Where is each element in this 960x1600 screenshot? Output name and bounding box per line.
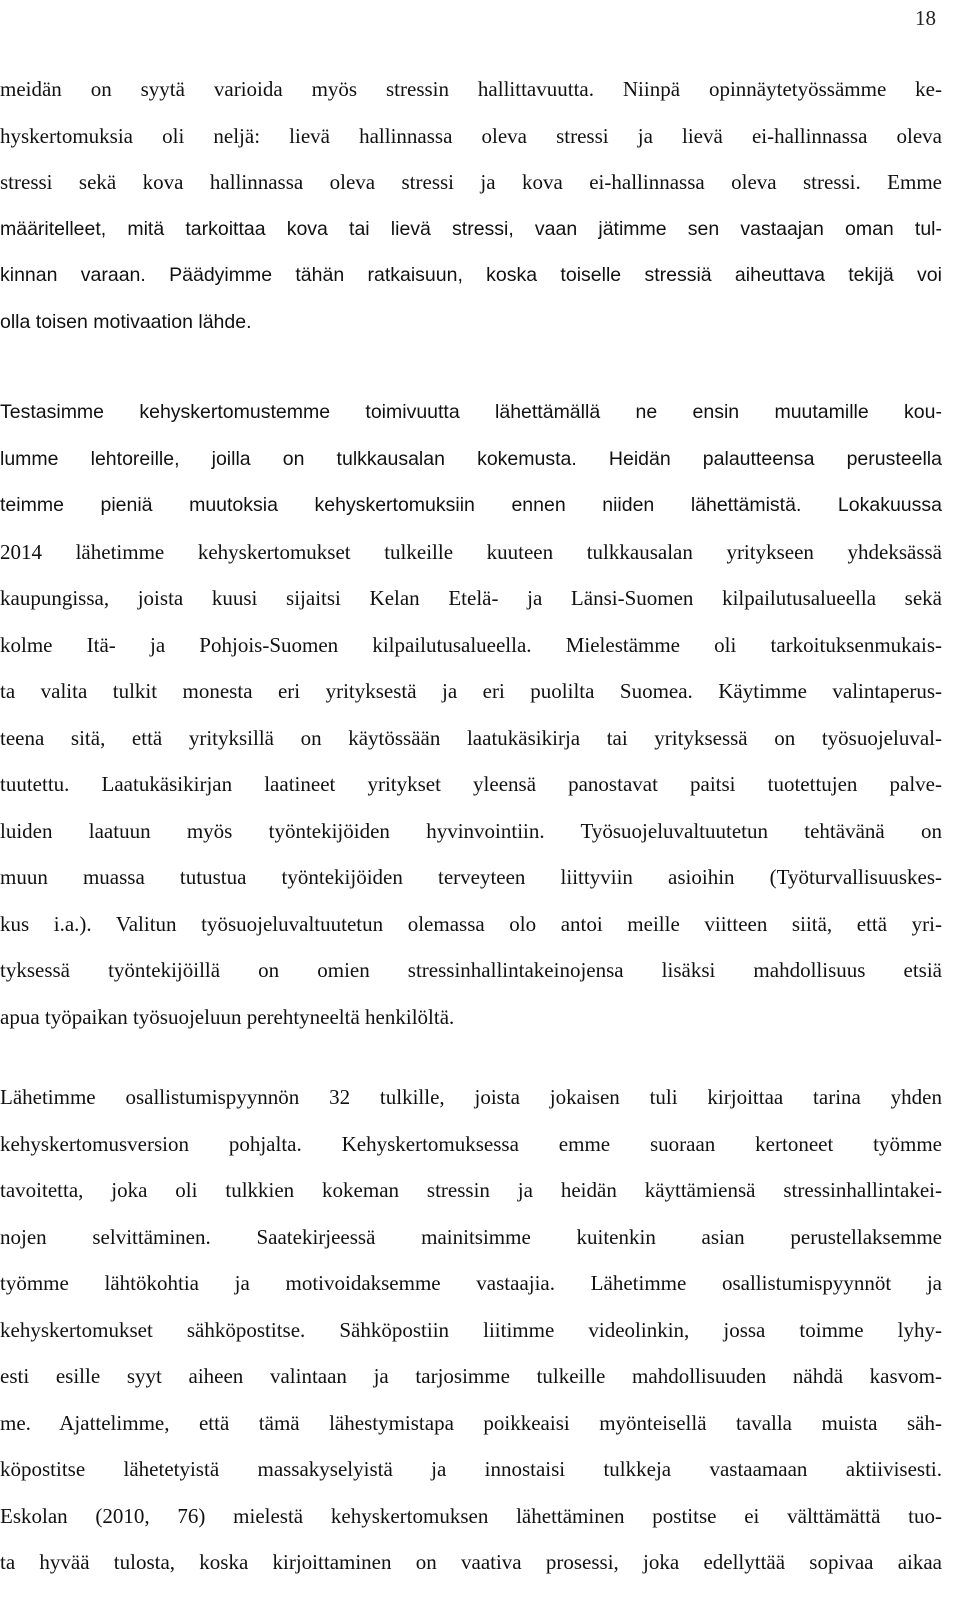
paragraph-line: kus i.a.). Valitun työsuojeluvaltuutetun olemassa olo antoi meille viitteen siitä, että yri- <box>0 911 942 936</box>
paragraph-line: Testasimme kehyskertomustemme toimivuutta lähettämällä ne ensin muutamille kou- <box>0 401 942 423</box>
paragraph-line: luiden laatuun myös työntekijöiden hyvinvointiin. Työsuojeluvaltuutetun tehtävänä on <box>0 818 942 843</box>
paragraph-line: olla toisen motivaation lähde. <box>0 310 252 333</box>
paragraph-line: 2014 lähetimme kehyskertomukset tulkeille kuuteen tulkkausalan yritykseen yhdeksässä <box>0 539 942 564</box>
paragraph-line: tavoitetta, joka oli tulkkien kokeman stressin ja heidän käyttämiensä stressinhallintakei- <box>0 1178 942 1202</box>
paragraph-line: teimme pieniä muutoksia kehyskertomuksiin ennen niiden lähettämistä. Lokakuussa <box>0 494 942 516</box>
paragraph-line: hyskertomuksia oli neljä: lievä hallinnassa oleva stressi ja lievä ei-hallinnassa oleva <box>0 123 942 148</box>
paragraph-line: työmme lähtökohtia ja motivoidaksemme vastaajia. Lähetimme osallistumispyynnöt ja <box>0 1271 942 1295</box>
page-number: 18 <box>915 6 936 30</box>
paragraph-line: kolme Itä- ja Pohjois-Suomen kilpailutusalueella. Mielestämme oli tarkoituksenmukais- <box>0 632 942 657</box>
paragraph-line: tyksessä työntekijöillä on omien stressinhallintakeinojensa lisäksi mahdollisuus etsiä <box>0 958 942 982</box>
paragraph-line: ta hyvää tulosta, koska kirjoittaminen on vaativa prosessi, joka edellyttää sopivaa aikaa <box>0 1550 942 1574</box>
paragraph-line: Eskolan (2010, 76) mielestä kehyskertomuksen lähettäminen postitse ei välttämättä tuo- <box>0 1503 942 1528</box>
paragraph-line: meidän on syytä varioida myös stressin hallittavuutta. Niinpä opinnäytetyössämme ke- <box>0 77 942 101</box>
paragraph-line: me. Ajattelimme, että tämä lähestymistapa poikkeaisi myönteisellä tavalla muista säh- <box>0 1410 942 1435</box>
paragraph-1 <box>0 66 942 345</box>
paragraph-line: nojen selvittäminen. Saatekirjeessä mainitsimme kuitenkin asian perustellaksemme <box>0 1224 942 1249</box>
paragraph-2 <box>0 389 942 1040</box>
paragraph-line: apua työpaikan työsuojeluun perehtyneeltä henkilöltä. <box>0 1004 455 1029</box>
paragraph-line: teena sitä, että yrityksillä on käytössään laatukäsikirja tai yrityksessä on työsuojeluval- <box>0 725 942 750</box>
paragraph-line: kehyskertomusversion pohjalta. Kehyskertomuksessa emme suoraan kertoneet työmme <box>0 1131 942 1156</box>
paragraph-line: ta valita tulkit monesta eri yrityksestä ja eri puolilta Suomea. Käytimme valintaperus- <box>0 679 942 703</box>
paragraph-line: lumme lehtoreille, joilla on tulkkausalan kokemusta. Heidän palautteensa perusteella <box>0 447 942 470</box>
paragraph-3 <box>0 1074 942 1586</box>
paragraph-line: määritelleet, mitä tarkoittaa kova tai lievä stressi, vaan jätimme sen vastaajan oman tul- <box>0 217 942 240</box>
paragraph-line: kinnan varaan. Päädyimme tähän ratkaisuun, koska toiselle stressiä aiheuttava tekijä voi <box>0 264 942 286</box>
paragraph-line: stressi sekä kova hallinnassa oleva stressi ja kova ei-hallinnassa oleva stressi. Emme <box>0 170 942 194</box>
paragraph-line: Lähetimme osallistumispyynnön 32 tulkille, joista jokaisen tuli kirjoittaa tarina yhden <box>0 1085 942 1109</box>
paragraph-line: esti esille syyt aiheen valintaan ja tarjosimme tulkeille mahdollisuuden nähdä kasvom- <box>0 1364 942 1388</box>
paragraph-line: muun muassa tutustua työntekijöiden terveyteen liittyviin asioihin (Työturvallisuuskes- <box>0 865 942 889</box>
paragraph-line: köpostitse lähetetyistä massakyselyistä ja innostaisi tulkkeja vastaamaan aktiivisesti. <box>0 1457 942 1481</box>
paragraph-line: kaupungissa, joista kuusi sijaitsi Kelan Etelä- ja Länsi-Suomen kilpailutusalueella sekä <box>0 586 942 610</box>
paragraph-line: kehyskertomukset sähköpostitse. Sähköpostiin liitimme videolinkin, jossa toimme lyhy- <box>0 1317 942 1342</box>
paragraph-line: tuutettu. Laatukäsikirjan laatineet yritykset yleensä panostavat paitsi tuotettujen palve- <box>0 772 942 796</box>
